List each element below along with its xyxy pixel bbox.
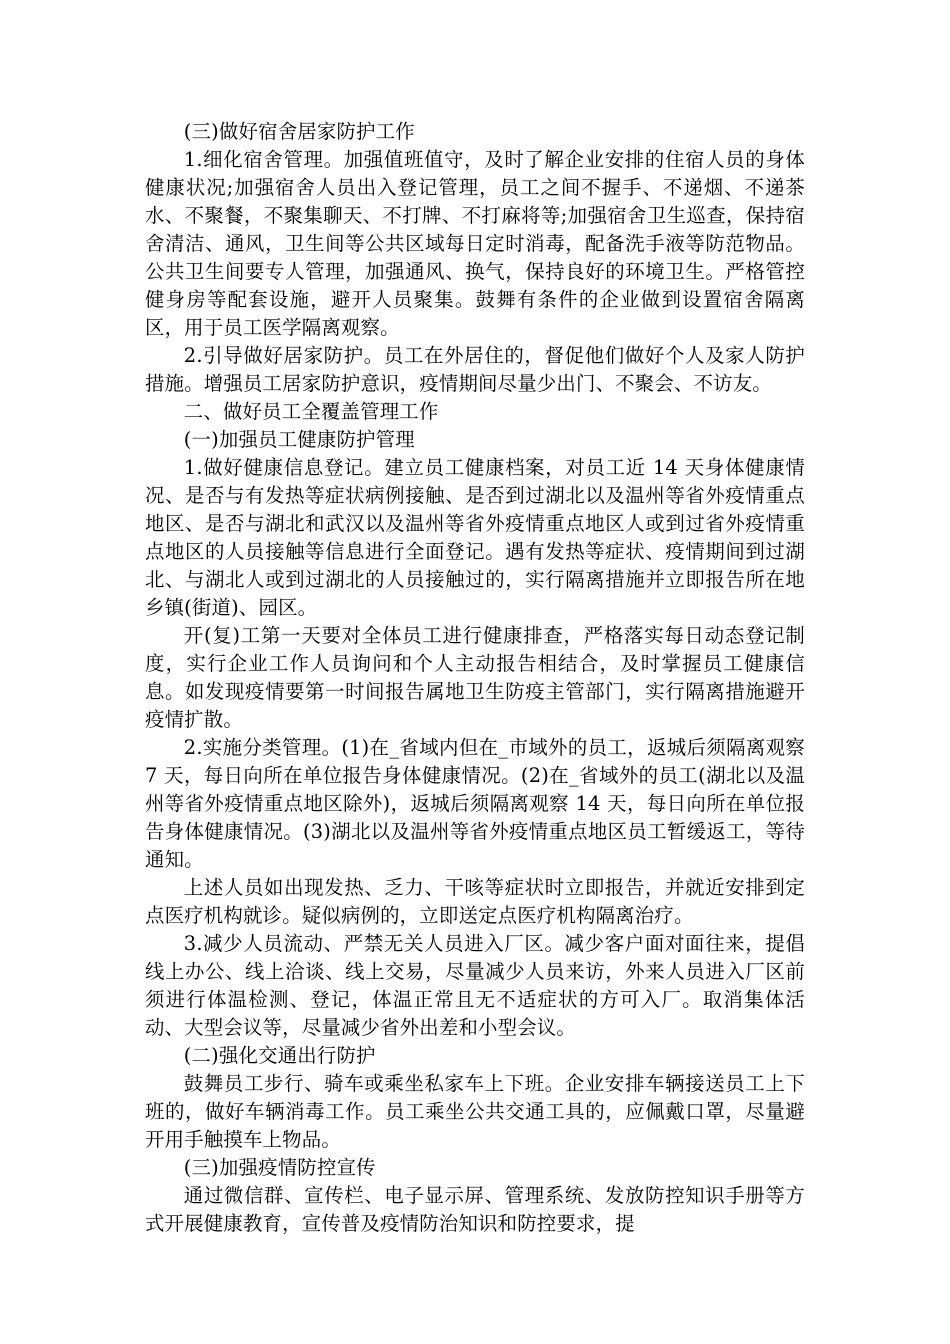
body-paragraph: 1.做好健康信息登记。建立员工健康档案，对员工近 14 天身体健康情况、是否与有发热等症状病例接触、是否到过湖北以及温州等省外疫情重点地区、是否与湖北和武汉以及温州等省外疫情重点地区人或到过省外疫情重点地区的人员接触等信息进行全面登记。遇有发热等症状、疫情期间到过湖北、与湖北人或到过湖北的人员接触过的，实行隔离措施并立即报告所在地乡镇(街道)、园区。 [145, 456, 805, 619]
section-heading: (二)强化交通出行防护 [183, 1044, 376, 1067]
body-paragraph: 2.引导做好居家防护。员工在外居住的，督促他们做好个人及家人防护措施。增强员工居家防护意识，疫情期间尽量少出门、不聚会、不访友。 [145, 344, 805, 395]
section-heading: 二、做好员工全覆盖管理工作 [183, 400, 439, 423]
body-paragraph: 通过微信群、宣传栏、电子显示屏、管理系统、发放防控知识手册等方式开展健康教育，宣传普及疫情防治知识和防控要求，提 [145, 1184, 805, 1235]
body-paragraph: 上述人员如出现发热、乏力、干咳等症状时立即报告，并就近安排到定点医疗机构就诊。疑似病例的，立即送定点医疗机构隔离治疗。 [145, 876, 805, 927]
body-paragraph: 开(复)工第一天要对全体员工进行健康排查，严格落实每日动态登记制度，实行企业工作人员询问和个人主动报告相结合，及时掌握员工健康信息。如发现疫情要第一时间报告属地卫生防疫主管部门，实行隔离措施避开疫情扩散。 [145, 624, 805, 731]
body-paragraph: 3.减少人员流动、严禁无关人员进入厂区。减少客户面对面往来，提倡线上办公、线上洽谈、线上交易，尽量减少人员来访，外来人员进入厂区前须进行体温检测、登记，体温正常且无不适症状的方可入厂。取消集体活动、大型会议等，尽量减少省外出差和小型会议。 [145, 932, 805, 1039]
body-paragraph: 1.细化宿舍管理。加强值班值守，及时了解企业安排的住宿人员的身体健康状况;加强宿舍人员出入登记管理，员工之间不握手、不递烟、不递茶水、不聚餐，不聚集聊天、不打牌、不打麻将等;加强宿舍卫生巡查，保持宿舍清洁、通风，卫生间等公共区域每日定时消毒，配备洗手液等防范物品。公共卫生间要专人管理，加强通风、换气，保持良好的环境卫生。严格管控健身房等配套设施，避开人员聚集。鼓舞有条件的企业做到设置宿舍隔离区，用于员工医学隔离观察。 [145, 148, 805, 339]
document-body [145, 118, 805, 1238]
section-heading: (一)加强员工健康防护管理 [183, 428, 415, 451]
section-heading: (三)加强疫情防控宣传 [183, 1156, 376, 1179]
section-heading: (三)做好宿舍居家防护工作 [183, 120, 415, 143]
body-paragraph: 2.实施分类管理。(1)在_省域内但在_市域外的员工，返城后须隔离观察 7 天，每日向所在单位报告身体健康情况。(2)在_省域外的员工(湖北以及温州等省外疫情重点地区除外)，返城后须隔离观察 14 天，每日向所在单位报告身体健康情况。(3)湖北以及温州等省外疫情重点地区员工暂缓返工，等待通知。 [145, 736, 805, 871]
body-paragraph: 鼓舞员工步行、骑车或乘坐私家车上下班。企业安排车辆接送员工上下班的，做好车辆消毒工作。员工乘坐公共交通工具的，应佩戴口罩，尽量避开用手触摸车上物品。 [145, 1072, 805, 1151]
